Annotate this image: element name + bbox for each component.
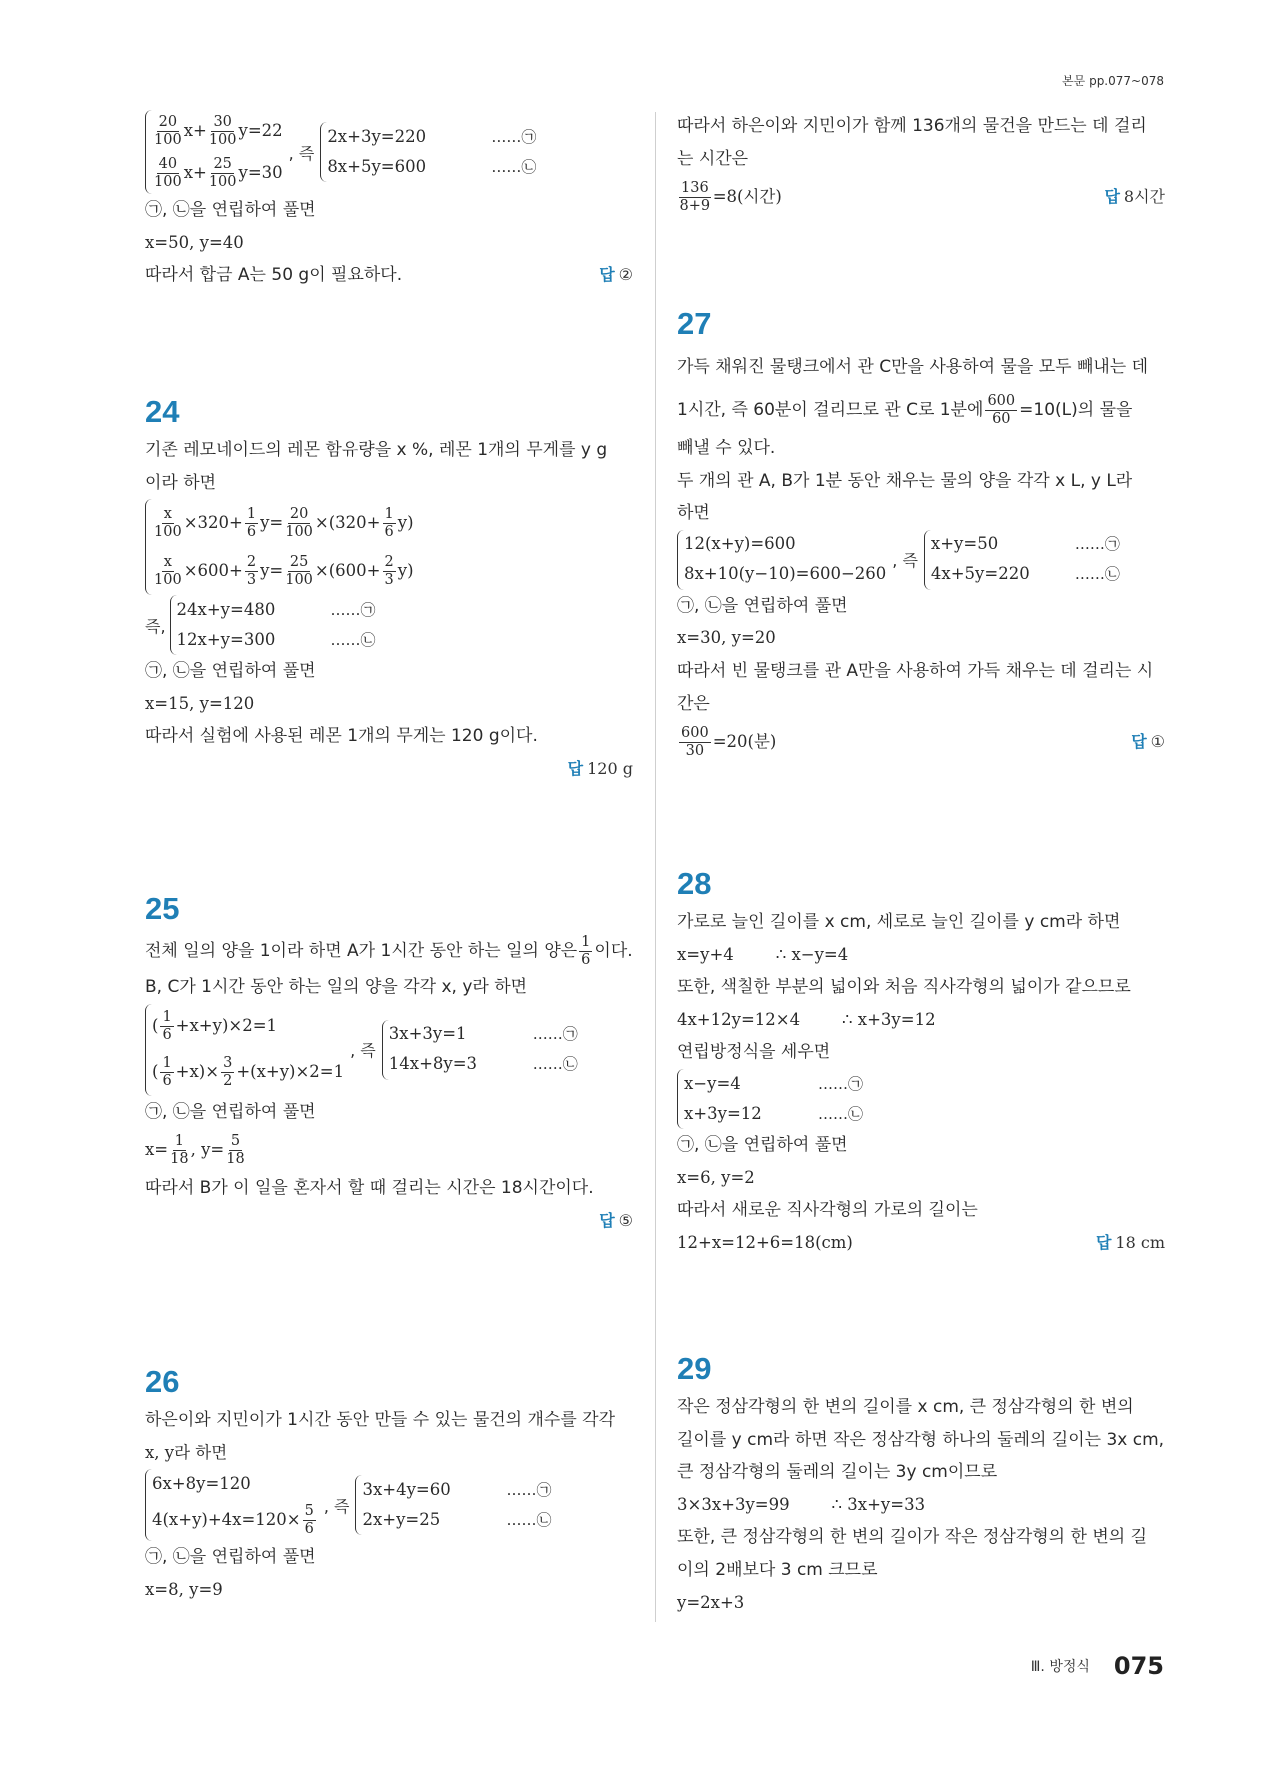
text — [145, 259, 633, 292]
text: 작은 정삼각형의 한 변의 길이를 x cm, 큰 정삼각형의 한 변의 — [677, 1397, 1134, 1417]
text — [677, 1227, 1165, 1260]
text: 8x+5y=600 — [327, 156, 427, 176]
fraction-numerator: 1 — [246, 505, 257, 522]
text — [362, 1505, 551, 1535]
page-footer — [1031, 1652, 1164, 1680]
fraction-numerator: 1 — [384, 505, 394, 522]
text — [931, 530, 1120, 560]
text: 100 — [154, 131, 182, 148]
text — [152, 1499, 318, 1541]
text: ×(600+ — [314, 560, 381, 580]
text: 기존 레모네이드의 레몬 함유량을 x %, 레몬 1개의 무게를 y g — [145, 440, 608, 460]
page-number: 075 — [1113, 1652, 1164, 1680]
solution-23 — [145, 110, 633, 292]
text — [152, 110, 283, 152]
text: y= — [260, 512, 284, 532]
fraction-numerator: 1 — [174, 1132, 184, 1149]
text: 하은이와 지민이가 1시간 동안 만들 수 있는 물건의 개수를 각각 — [145, 1410, 615, 1430]
text: ×600+ — [183, 560, 243, 580]
text: 3 — [246, 571, 257, 588]
text: 4(x+y)+4x=120× — [152, 1509, 301, 1529]
fraction-numerator: 3 — [223, 1055, 233, 1072]
answer — [599, 1205, 633, 1238]
fraction — [221, 1055, 234, 1090]
solution-26-continued — [677, 110, 1165, 219]
text: 100 — [285, 571, 313, 588]
fraction-numerator: x — [163, 505, 172, 522]
text: 답 — [567, 758, 584, 778]
text — [684, 1069, 863, 1099]
text: 100 — [208, 131, 237, 148]
text: 8+9 — [679, 197, 711, 214]
answer — [599, 259, 633, 292]
text: 따라서 합금 A는 50 g이 필요하다. — [145, 265, 403, 286]
answer — [1131, 726, 1165, 759]
fraction — [245, 506, 258, 541]
equation-tag: ……㉠ — [491, 127, 537, 146]
text: =8(시간) — [712, 186, 782, 206]
text: 3x+3y=1 — [388, 1024, 467, 1044]
text — [684, 1099, 863, 1129]
equation-tag: ……㉡ — [491, 157, 537, 176]
fraction — [160, 1055, 173, 1090]
text: ×320+ — [183, 512, 243, 532]
text — [327, 152, 536, 182]
text: 100 — [154, 571, 182, 588]
text: 는 시간은 — [677, 148, 749, 169]
fraction — [985, 393, 1017, 428]
text — [389, 1050, 578, 1080]
text: x=15, y=120 — [145, 693, 255, 713]
equation-tag: ……㉡ — [818, 1104, 864, 1123]
text: 답 — [599, 265, 615, 285]
equation-tag: ……㉡ — [532, 1055, 578, 1074]
text: 14x+8y=3 — [388, 1054, 478, 1074]
fraction — [579, 934, 592, 969]
fraction-numerator: 40 — [158, 155, 178, 172]
text: 2 — [223, 1073, 233, 1090]
text: 2x+3y=220 — [327, 126, 427, 146]
fraction — [383, 506, 396, 541]
fraction-numerator: 600 — [681, 724, 709, 741]
problem-number: 26 — [145, 1364, 180, 1399]
text: 가득 채워진 물탱크에서 관 C만을 사용하여 물을 모두 빼내는 데 — [677, 356, 1149, 377]
text: 100 — [154, 173, 182, 190]
text: 빼낼 수 있다. — [677, 438, 776, 458]
text: 두 개의 관 A, B가 1분 동안 채우는 물의 양을 각각 x L, y L라 — [677, 470, 1133, 491]
solution-27 — [677, 302, 1165, 764]
text: +x)× — [175, 1062, 220, 1082]
solution-25 — [145, 887, 633, 1237]
text: 간은 — [677, 693, 710, 714]
text: 100 — [285, 523, 313, 540]
text: B, C가 1시간 동안 하는 일의 양을 각각 x, y라 하면 — [145, 977, 528, 997]
problem-number: 24 — [145, 394, 180, 429]
fraction-numerator: 5 — [230, 1132, 241, 1149]
text: y=22 — [238, 120, 283, 140]
text — [177, 595, 376, 625]
text — [924, 530, 1120, 590]
text: ㉠, ㉡을 연립하여 풀면 — [145, 661, 316, 682]
solution-26 — [145, 1360, 633, 1606]
text: 답 — [1131, 731, 1147, 751]
fraction — [154, 554, 182, 589]
fraction-numerator: 20 — [289, 505, 309, 522]
text: 6 — [384, 523, 394, 540]
equation-tag: ……㉠ — [1074, 535, 1120, 554]
text: 연립방정식을 세우면 — [677, 1042, 831, 1063]
solution-29 — [677, 1347, 1165, 1619]
text: 따라서 빈 물탱크를 관 A만을 사용하여 가득 채우는 데 걸리는 시 — [677, 660, 1154, 681]
text: 따라서 새로운 직사각형의 가로의 길이는 — [677, 1200, 978, 1221]
text: x=6, y=2 — [677, 1167, 755, 1187]
text: 100 — [154, 523, 182, 540]
text — [152, 152, 283, 194]
text: x=8, y=9 — [145, 1579, 223, 1599]
text: , y= — [190, 1139, 225, 1159]
text — [177, 625, 376, 655]
text: 6 — [162, 1073, 172, 1090]
fraction-numerator: 1 — [581, 933, 591, 950]
text: x, y라 하면 — [145, 1442, 228, 1462]
fraction-numerator: 25 — [213, 155, 232, 172]
text: y=2x+3 — [677, 1592, 745, 1612]
text — [145, 931, 633, 971]
answer — [1104, 181, 1165, 214]
equation-tag: ……㉠ — [532, 1025, 578, 1044]
text: ㉠, ㉡을 연립하여 풀면 — [145, 1547, 316, 1568]
text — [145, 1469, 318, 1541]
text: x=50, y=40 — [145, 232, 244, 252]
fraction-numerator: 2 — [384, 553, 394, 570]
text: 18 cm — [1115, 1232, 1165, 1252]
text: , 즉 — [350, 1041, 376, 1061]
fraction-numerator: 1 — [162, 1009, 172, 1026]
answer — [1096, 1227, 1165, 1260]
equation-tag: ……㉡ — [506, 1510, 552, 1529]
text: x−y=4 — [684, 1073, 741, 1093]
equation-tag: ……㉠ — [330, 600, 376, 619]
text: 이라 하면 — [145, 472, 217, 493]
fraction — [170, 1133, 188, 1168]
text: 3×3x+3y=99 ∴ 3x+y=33 — [677, 1494, 926, 1514]
text — [152, 1050, 344, 1096]
solution-28 — [677, 862, 1165, 1259]
text: +x+y)×2=1 — [175, 1016, 278, 1036]
text: 2x+y=25 — [362, 1509, 441, 1529]
text: ㉠, ㉡을 연립하여 풀면 — [145, 200, 316, 220]
text: 즉, — [145, 616, 166, 636]
answer — [568, 753, 633, 786]
equation-system-simplified — [320, 122, 536, 182]
text: , 즉 — [892, 551, 918, 571]
text: 120 g — [587, 758, 633, 778]
equation-tag: ……㉠ — [818, 1074, 864, 1093]
text: 이의 2배보다 3 cm 크므로 — [677, 1559, 878, 1580]
fraction — [285, 554, 313, 589]
text: 6 — [304, 1520, 314, 1537]
text: 6x+8y=120 — [152, 1473, 251, 1493]
equation-tag: ……㉠ — [506, 1480, 552, 1499]
text: =20(분) — [712, 731, 777, 751]
text — [327, 122, 536, 152]
text: 24x+y=480 — [176, 599, 276, 619]
text: ( — [152, 1062, 159, 1082]
text — [677, 530, 1165, 590]
text: ㉠, ㉡을 연립하여 풀면 — [145, 1101, 316, 1122]
text: ㉠, ㉡을 연립하여 풀면 — [677, 595, 848, 616]
text: x= — [145, 1139, 169, 1159]
fraction — [209, 114, 237, 149]
text: 6 — [162, 1027, 172, 1044]
text: 답 — [1095, 1232, 1112, 1252]
text — [145, 595, 633, 655]
page-range-header: 본문 pp.077~078 — [1062, 74, 1164, 88]
text: 가로로 늘인 길이를 x cm, 세로로 늘인 길이를 y cm라 하면 — [677, 912, 1121, 932]
column-divider — [655, 112, 656, 1622]
text — [355, 1475, 551, 1535]
text: 8시간 — [1123, 186, 1165, 206]
text — [145, 1004, 633, 1096]
text: 길이를 y cm라 하면 작은 정삼각형 하나의 둘레의 길이는 3x cm, — [677, 1429, 1165, 1450]
text — [145, 753, 633, 786]
fraction-numerator: 20 — [158, 113, 178, 130]
equation-system — [145, 110, 283, 194]
text: y= — [260, 560, 284, 580]
fraction — [154, 156, 182, 191]
text — [382, 1020, 578, 1080]
text: 3x+4y=60 — [362, 1479, 451, 1499]
text: ② — [618, 265, 633, 285]
text: ① — [1150, 731, 1165, 751]
text: 이다. — [594, 940, 633, 961]
text — [152, 1004, 344, 1050]
text: 또한, 큰 정삼각형의 한 변의 길이가 작은 정삼각형의 한 변의 길 — [677, 1527, 1147, 1548]
text: x+ — [183, 162, 207, 182]
text: 18 — [170, 1150, 189, 1167]
text: 18 — [226, 1150, 245, 1167]
text: ㉠, ㉡을 연립하여 풀면 — [677, 1134, 848, 1155]
text: 답 — [1104, 186, 1120, 206]
text: 60 — [992, 410, 1011, 427]
text: , 즉 — [288, 143, 315, 163]
text: +(x+y)×2=1 — [236, 1062, 345, 1082]
fraction-numerator: x — [163, 553, 172, 570]
equation-system — [145, 499, 414, 595]
text: 전체 일의 양을 1이라 하면 A가 1시간 동안 하는 일의 양은 — [145, 940, 578, 961]
fraction — [160, 1009, 173, 1044]
fraction — [154, 114, 182, 149]
text: x+3y=12 — [684, 1103, 762, 1123]
text: x+ — [183, 120, 207, 140]
equation-tag: ……㉡ — [330, 630, 376, 649]
text — [677, 388, 1165, 432]
text: 따라서 하은이와 지민이가 함께 136개의 물건을 만드는 데 걸리 — [677, 116, 1147, 136]
text: x=y+4 ∴ x−y=4 — [677, 944, 849, 964]
fraction — [226, 1133, 244, 1168]
text: y) — [397, 512, 414, 532]
fraction — [383, 554, 396, 589]
problem-number: 25 — [145, 891, 180, 926]
text: 1시간, 즉 60분이 걸리므로 관 C로 1분에 — [677, 399, 984, 420]
text: x=30, y=20 — [677, 628, 776, 648]
text — [152, 547, 414, 595]
text: 6 — [246, 523, 257, 540]
text — [145, 110, 633, 194]
equation-tag: ……㉡ — [1074, 565, 1120, 584]
text — [931, 560, 1120, 590]
text — [145, 1205, 633, 1238]
problem-number: 28 — [677, 866, 712, 901]
text — [677, 720, 1165, 764]
text: y=30 — [238, 162, 283, 182]
text: 100 — [208, 173, 237, 190]
text: 따라서 B가 이 일을 혼자서 할 때 걸리는 시간은 18시간이다. — [145, 1178, 594, 1199]
text: ×(320+ — [314, 512, 381, 532]
fraction — [679, 180, 711, 215]
fraction-numerator: 25 — [289, 553, 309, 570]
fraction — [245, 554, 258, 589]
text: 4x+5y=220 — [930, 564, 1030, 584]
text — [152, 499, 414, 547]
text: 3 — [384, 571, 394, 588]
problem-number: 29 — [677, 1351, 712, 1386]
text — [170, 595, 376, 655]
text: x+y=50 — [930, 534, 999, 554]
text: ( — [152, 1016, 159, 1036]
text: 큰 정삼각형의 둘레의 길이는 3y cm이므로 — [677, 1462, 998, 1483]
text — [145, 1004, 344, 1096]
text — [677, 530, 886, 590]
text: 답 — [599, 1210, 615, 1230]
text: 12(x+y)=600 — [684, 534, 796, 554]
text: 4x+12y=12×4 ∴ x+3y=12 — [677, 1009, 936, 1029]
solution-24 — [145, 390, 633, 786]
text — [677, 1069, 863, 1129]
fraction — [209, 156, 237, 191]
fraction — [303, 1503, 316, 1538]
text: y) — [397, 560, 414, 580]
fraction-numerator: 600 — [987, 392, 1016, 409]
chapter-label: Ⅲ. 방정식 — [1030, 1659, 1090, 1675]
text — [145, 1469, 633, 1541]
fraction-numerator: 1 — [162, 1055, 172, 1072]
text — [145, 1128, 633, 1172]
text: 또한, 색칠한 부분의 넓이와 처음 직사각형의 넓이가 같으므로 — [677, 977, 1131, 998]
text — [362, 1475, 551, 1505]
fraction-numerator: 136 — [681, 179, 709, 196]
fraction-numerator: 30 — [213, 113, 232, 130]
fraction-numerator: 2 — [246, 553, 257, 570]
text: =10(L)의 물을 — [1019, 399, 1133, 420]
text — [389, 1020, 578, 1050]
text: 따라서 실험에 사용된 레몬 1개의 무게는 120 g이다. — [145, 726, 538, 747]
problem-number: 27 — [677, 306, 712, 341]
fraction-numerator: 5 — [304, 1502, 314, 1519]
text — [677, 175, 1165, 219]
fraction — [679, 725, 711, 760]
fraction — [285, 506, 313, 541]
text: 8x+10(y−10)=600−260 — [684, 564, 887, 584]
text: ⑤ — [618, 1210, 633, 1230]
text: 하면 — [677, 503, 710, 524]
text: , 즉 — [323, 1496, 350, 1516]
text: 12+x=12+6=18(cm) — [677, 1232, 853, 1252]
fraction — [154, 506, 182, 541]
text: 12x+y=300 — [176, 629, 276, 649]
text: 30 — [685, 742, 705, 759]
text: 6 — [581, 951, 591, 968]
